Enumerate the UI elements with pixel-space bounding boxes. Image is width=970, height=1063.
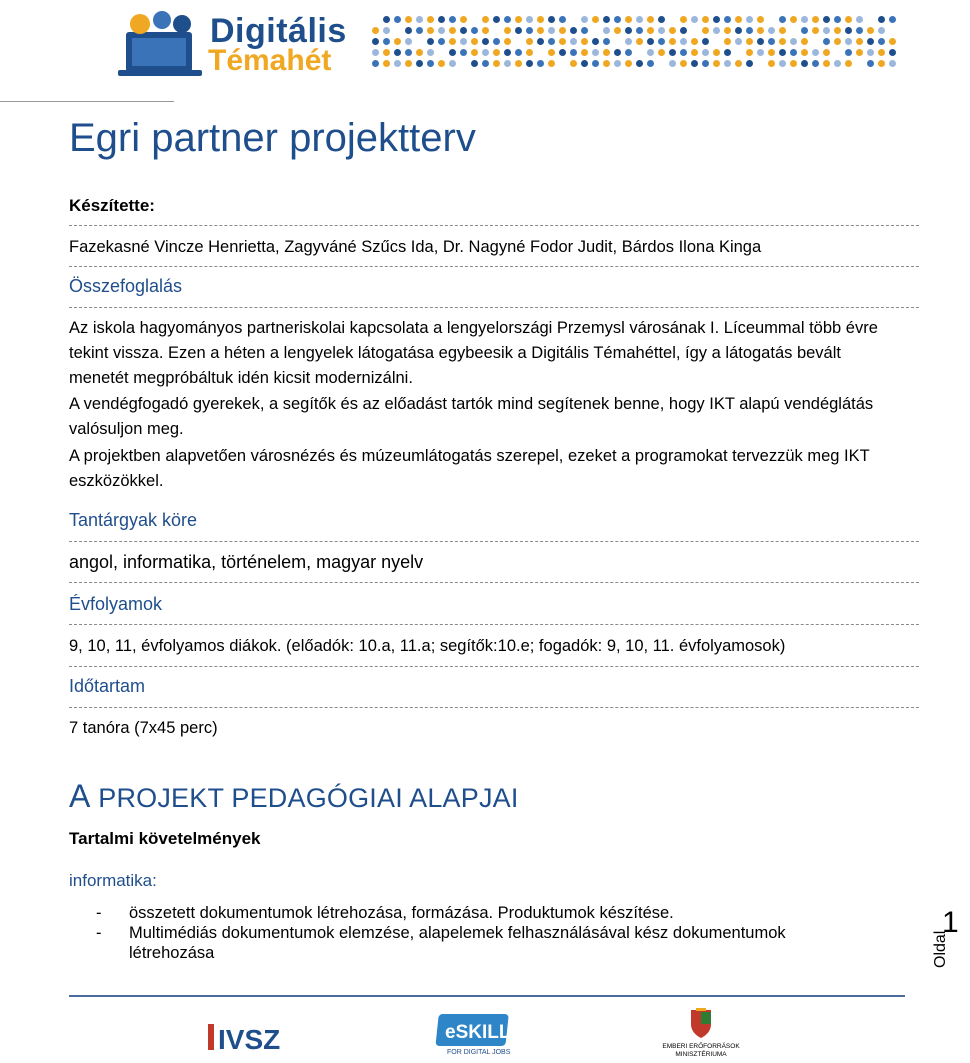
decorative-dot <box>526 60 533 67</box>
decorative-dot <box>383 60 390 67</box>
decorative-dot <box>636 27 643 34</box>
decorative-dot <box>559 38 566 45</box>
decorative-dot <box>427 27 434 34</box>
decorative-dot <box>537 60 544 67</box>
dotted-divider <box>69 624 919 625</box>
eskills-logo-graphic <box>437 1012 524 1056</box>
decorative-dot <box>636 38 643 45</box>
children-laptop-icon <box>118 10 210 78</box>
decorative-dot <box>834 60 841 67</box>
decorative-dot <box>427 49 434 56</box>
decorative-dot <box>460 38 467 45</box>
decorative-dot <box>790 60 797 67</box>
decorative-dot <box>658 27 665 34</box>
decorative-dot <box>625 16 632 23</box>
decorative-dot <box>372 27 379 34</box>
decorative-dot <box>867 49 874 56</box>
decorative-dot <box>746 16 753 23</box>
decorative-dot <box>493 16 500 23</box>
decorative-dot <box>394 38 401 45</box>
decorative-dot <box>548 27 555 34</box>
list-dash: - <box>96 904 102 922</box>
decorative-dot <box>438 16 445 23</box>
decorative-dot <box>526 27 533 34</box>
decorative-dot <box>504 16 511 23</box>
logo-title-digitalis: Digitális <box>210 12 347 50</box>
decorative-dot <box>570 27 577 34</box>
decorative-dot <box>592 60 599 67</box>
decorative-dot <box>625 60 632 67</box>
grades-text: 9, 10, 11, évfolyamos diákok. (előadók: 10.a, 11.a; segítők:10.e; fogadók: 9, 10, 11. évfolyamosok) <box>69 637 786 655</box>
decorative-dot <box>570 49 577 56</box>
decorative-dot <box>581 49 588 56</box>
decorative-dot <box>713 27 720 34</box>
decorative-dot <box>515 49 522 56</box>
decorative-dot <box>779 27 786 34</box>
footer-divider <box>69 995 905 997</box>
decorative-dot <box>603 49 610 56</box>
decorative-dot <box>592 49 599 56</box>
decorative-dot <box>493 49 500 56</box>
decorative-dot <box>845 49 852 56</box>
decorative-dot <box>757 38 764 45</box>
list-item-text: összetett dokumentumok létrehozása, formázása. Produktumok készítése. <box>129 904 674 922</box>
decorative-dot <box>394 49 401 56</box>
subject-label: informatika: <box>69 871 157 890</box>
document-title: Egri partner projektterv <box>69 116 476 160</box>
decorative-dot <box>669 27 676 34</box>
decorative-dot <box>559 27 566 34</box>
decorative-dot <box>614 27 621 34</box>
decorative-dot <box>515 16 522 23</box>
ministry-name-line2: MINISZTÉRIUMA <box>675 1051 727 1058</box>
decorative-dot <box>537 16 544 23</box>
decorative-dot <box>856 38 863 45</box>
ivsz-logo <box>206 1020 281 1059</box>
decorative-dot <box>515 60 522 67</box>
decorative-dot <box>724 16 731 23</box>
summary-heading: Összefoglalás <box>69 276 183 296</box>
decorative-dot <box>878 27 885 34</box>
decorative-dot <box>581 60 588 67</box>
decorative-dot <box>724 27 731 34</box>
decorative-dot <box>801 49 808 56</box>
decorative-dot <box>526 16 533 23</box>
decorative-dot <box>614 49 621 56</box>
decorative-dot <box>790 38 797 45</box>
decorative-dot <box>592 16 599 23</box>
decorative-dot <box>460 49 467 56</box>
decorative-dot <box>603 60 610 67</box>
decorative-dot <box>614 16 621 23</box>
decorative-dot <box>779 60 786 67</box>
decorative-dot <box>878 60 885 67</box>
decorative-dot <box>845 60 852 67</box>
section-initial: A <box>69 778 91 814</box>
decorative-dot <box>383 38 390 45</box>
decorative-dot <box>812 16 819 23</box>
section-heading-pedagogy <box>69 778 519 815</box>
dotted-divider <box>69 266 919 267</box>
decorative-dot <box>691 60 698 67</box>
decorative-dot <box>889 60 896 67</box>
decorative-dot <box>416 60 423 67</box>
decorative-dot <box>504 38 511 45</box>
decorative-dot <box>768 27 775 34</box>
decorative-dot <box>548 60 555 67</box>
decorative-dot <box>702 49 709 56</box>
decorative-dot <box>823 38 830 45</box>
decorative-dot <box>548 16 555 23</box>
decorative-dot <box>460 16 467 23</box>
decorative-dot <box>570 60 577 67</box>
decorative-dot <box>471 27 478 34</box>
decorative-dot <box>383 49 390 56</box>
dotted-divider <box>69 225 919 226</box>
decorative-dot <box>449 49 456 56</box>
decorative-dot <box>746 38 753 45</box>
list-item-text: Multimédiás dokumentumok elemzése, alapelemek felhasználásával kész dokumentumok létrehozása <box>129 924 786 962</box>
decorative-dot <box>702 38 709 45</box>
decorative-dot <box>724 60 731 67</box>
decorative-dot <box>823 16 830 23</box>
decorative-dot <box>647 27 654 34</box>
coat-of-arms-icon <box>662 1008 740 1058</box>
decorative-dot <box>812 49 819 56</box>
decorative-dot <box>757 27 764 34</box>
decorative-dot <box>372 49 379 56</box>
decorative-dot <box>691 38 698 45</box>
decorative-dot <box>636 16 643 23</box>
decorative-dot <box>746 27 753 34</box>
decorative-dot <box>405 49 412 56</box>
decorative-dot <box>471 49 478 56</box>
decorative-dot <box>691 16 698 23</box>
decorative-dot <box>702 27 709 34</box>
decorative-dot <box>856 16 863 23</box>
decorative-dot <box>559 49 566 56</box>
decorative-dot <box>427 16 434 23</box>
subjects-heading: Tantárgyak köre <box>69 510 198 530</box>
decorative-dot <box>482 60 489 67</box>
list-dash: - <box>96 924 102 942</box>
grades-heading: Évfolyamok <box>69 594 163 614</box>
duration-heading: Időtartam <box>69 676 146 696</box>
summary-paragraph-3: A projektben alapvetően városnézés és múzeumlátogatás szerepel, ezeket a programokat tervezzük meg IKT eszközökkel. <box>69 447 870 490</box>
decorative-dot <box>471 60 478 67</box>
decorative-dot <box>790 16 797 23</box>
decorative-dot <box>427 60 434 67</box>
decorative-dot <box>680 27 687 34</box>
decorative-dot <box>405 16 412 23</box>
decorative-dot <box>504 49 511 56</box>
decorative-dot <box>581 38 588 45</box>
decorative-dot <box>460 27 467 34</box>
decorative-dot <box>845 16 852 23</box>
decorative-dot <box>449 38 456 45</box>
decorative-dot <box>724 38 731 45</box>
decorative-dot <box>515 27 522 34</box>
decorative-dot <box>647 38 654 45</box>
decorative-dot <box>735 38 742 45</box>
decorative-dot <box>779 16 786 23</box>
decorative-dot <box>548 49 555 56</box>
decorative-dot <box>812 60 819 67</box>
decorative-dot <box>581 27 588 34</box>
decorative-dot <box>592 38 599 45</box>
decorative-dot <box>537 27 544 34</box>
decorative-dot <box>482 16 489 23</box>
decorative-dot <box>680 16 687 23</box>
section-title-rest: PROJEKT PEDAGÓGIAI ALAPJAI <box>98 783 519 813</box>
decorative-dot <box>482 38 489 45</box>
decorative-dot <box>526 38 533 45</box>
decorative-dot <box>746 60 753 67</box>
decorative-dot <box>394 60 401 67</box>
decorative-dot <box>779 38 786 45</box>
decorative-dot <box>691 49 698 56</box>
decorative-dot <box>757 49 764 56</box>
decorative-dot <box>878 49 885 56</box>
decorative-dot <box>845 27 852 34</box>
decorative-dot <box>713 60 720 67</box>
decorative-dot <box>735 60 742 67</box>
eskills-subtext: FOR DIGITAL JOBS <box>447 1049 511 1056</box>
ministry-logo <box>662 1008 740 1063</box>
decorative-dot <box>680 38 687 45</box>
duration-text: 7 tanóra (7x45 perc) <box>69 719 218 737</box>
dotted-divider <box>69 307 919 308</box>
logo-title-temahet: Témahét <box>208 44 332 77</box>
decorative-dot <box>493 38 500 45</box>
decorative-dot <box>581 16 588 23</box>
ivsz-text: IVSZ <box>218 1024 281 1055</box>
decorative-dot <box>438 60 445 67</box>
content-requirements-heading: Tartalmi követelmények <box>69 829 261 848</box>
decorative-dot <box>823 60 830 67</box>
dotted-divider <box>69 666 919 667</box>
decorative-dot <box>603 16 610 23</box>
dotted-divider <box>69 541 919 542</box>
decorative-dot <box>636 60 643 67</box>
decorative-dot <box>471 38 478 45</box>
decorative-dot <box>735 16 742 23</box>
decorative-dot <box>856 49 863 56</box>
decorative-dot <box>757 16 764 23</box>
decorative-dot <box>713 49 720 56</box>
decorative-dot <box>438 38 445 45</box>
decorative-dot <box>713 16 720 23</box>
decorative-dot <box>768 49 775 56</box>
decorative-dot <box>603 38 610 45</box>
decorative-dot <box>867 60 874 67</box>
decorative-dot <box>405 60 412 67</box>
decorative-dot <box>680 60 687 67</box>
decorative-dot <box>416 16 423 23</box>
decorative-dot <box>812 27 819 34</box>
decorative-dot <box>669 49 676 56</box>
decorative-dot <box>482 27 489 34</box>
decorative-dot <box>823 49 830 56</box>
decorative-dot <box>416 49 423 56</box>
page-number: 1 <box>942 906 959 939</box>
decorative-dot <box>449 60 456 67</box>
decorative-dot <box>526 49 533 56</box>
dotted-divider <box>69 707 919 708</box>
decorative-dot <box>449 16 456 23</box>
decorative-dot <box>834 27 841 34</box>
decorative-dot <box>438 27 445 34</box>
decorative-dot <box>383 16 390 23</box>
decorative-dot <box>779 49 786 56</box>
decorative-dot <box>790 49 797 56</box>
decorative-dot <box>801 38 808 45</box>
decorative-dot <box>889 49 896 56</box>
decorative-dot <box>603 27 610 34</box>
decorative-dot <box>405 27 412 34</box>
decorative-dot <box>625 49 632 56</box>
decorative-dot <box>669 38 676 45</box>
decorative-dot <box>735 27 742 34</box>
decorative-dot <box>504 27 511 34</box>
decorative-dot <box>614 60 621 67</box>
decorative-dot <box>823 27 830 34</box>
decorative-dot <box>570 38 577 45</box>
decorative-dot <box>372 38 379 45</box>
decorative-dot <box>548 38 555 45</box>
decorative-dot <box>383 27 390 34</box>
decorative-dot <box>878 38 885 45</box>
decorative-dot <box>394 16 401 23</box>
decorative-dot <box>647 16 654 23</box>
decorative-dot <box>625 38 632 45</box>
decorative-dot <box>768 60 775 67</box>
decorative-dot <box>658 49 665 56</box>
decorative-dot <box>801 16 808 23</box>
decorative-dot <box>680 49 687 56</box>
decorative-dot <box>702 60 709 67</box>
decorative-dot <box>845 38 852 45</box>
decorative-dot <box>427 38 434 45</box>
decorative-dot <box>482 49 489 56</box>
decorative-dot <box>405 38 412 45</box>
decorative-dot <box>889 16 896 23</box>
decorative-dot <box>768 38 775 45</box>
decorative-dot <box>658 38 665 45</box>
eskills-logo <box>437 1012 524 1061</box>
decorative-dot <box>867 38 874 45</box>
decorative-dot <box>647 60 654 67</box>
decorative-dot <box>834 38 841 45</box>
decorative-dot <box>669 60 676 67</box>
decorative-dot <box>746 49 753 56</box>
decorative-dot <box>867 27 874 34</box>
decorative-dot <box>647 49 654 56</box>
decorative-dot <box>889 38 896 45</box>
decorative-dot <box>878 16 885 23</box>
summary-paragraph-2: A vendégfogadó gyerekek, a segítők és az előadást tartók mind segítenek benne, hogy IKT alapú vendéglátás valósuljon meg. <box>69 395 874 438</box>
decorative-dot <box>702 16 709 23</box>
decorative-dot <box>449 27 456 34</box>
page-number-marker <box>930 906 970 976</box>
subjects-text: angol, informatika, történelem, magyar nyelv <box>69 552 424 572</box>
decorative-dot <box>834 16 841 23</box>
ministry-name-line1: EMBERI ERŐFORRÁSOK <box>662 1043 740 1050</box>
dotted-divider <box>69 582 919 583</box>
author-heading: Készítette: <box>69 196 155 215</box>
page-label: Oldal <box>932 930 949 968</box>
decorative-dot <box>493 60 500 67</box>
decorative-dot <box>559 16 566 23</box>
decorative-dot <box>658 16 665 23</box>
decorative-dot <box>537 38 544 45</box>
decorative-dot <box>801 60 808 67</box>
decorative-dot <box>625 27 632 34</box>
eskills-text: eSKILLS <box>445 1022 524 1043</box>
decorative-dot <box>801 27 808 34</box>
decorative-dot <box>856 27 863 34</box>
decorative-dot <box>416 27 423 34</box>
decorative-dot <box>724 49 731 56</box>
header-divider <box>0 101 174 102</box>
summary-paragraph-1: Az iskola hagyományos partneriskolai kapcsolata a lengyelországi Przemysl városának I. Líceummal több évre tekint vissza. Ezen a héten a lengyelek látogatása egybeesik a Digitális Témahéttel, így a látogatás bevált menetét megpróbáltuk idén kicsit modernizálni. <box>69 319 878 387</box>
authors-text: Fazekasné Vincze Henrietta, Zagyváné Szűcs Ida, Dr. Nagyné Fodor Judit, Bárdos Ilona Kinga <box>69 238 762 256</box>
decorative-dot <box>372 60 379 67</box>
decorative-dot <box>504 60 511 67</box>
ivsz-logo-graphic <box>206 1020 281 1055</box>
